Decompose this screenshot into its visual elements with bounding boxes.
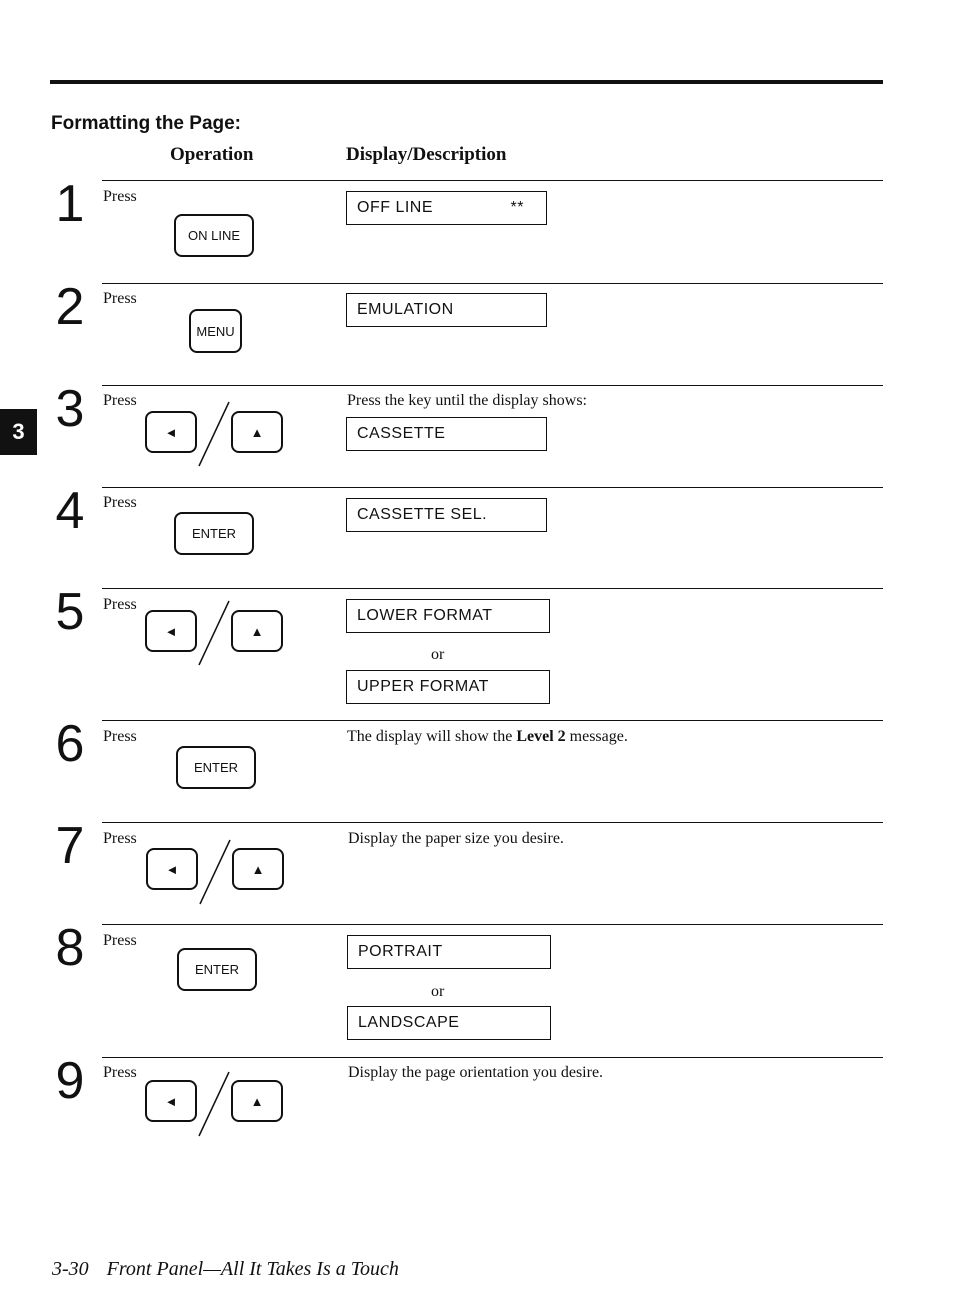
chapter-title: Front Panel—All It Takes Is a Touch (106, 1258, 399, 1280)
step-number-2: 2 (55, 278, 85, 336)
lcd-display-off-line (346, 191, 547, 225)
on-line-key[interactable]: ON LINE (174, 214, 254, 257)
slash-divider (196, 400, 232, 468)
lcd-display-lower-format: LOWER FORMAT (346, 599, 550, 633)
step-number-3: 3 (55, 380, 85, 438)
step-5-rule (102, 588, 883, 589)
press-label: Press (103, 290, 137, 307)
press-label: Press (103, 188, 137, 205)
lcd-display-upper-format: UPPER FORMAT (346, 670, 550, 704)
slash-divider (197, 838, 233, 906)
step-number-4: 4 (55, 482, 85, 540)
page-footer (52, 1258, 399, 1281)
lcd-suffix: ** (510, 199, 524, 216)
step-number-8: 8 (55, 919, 85, 977)
step-number-6: 6 (55, 715, 85, 773)
top-rule (50, 80, 883, 84)
chapter-tab-marker: 3 (0, 409, 37, 455)
lcd-display-landscape: LANDSCAPE (347, 1006, 551, 1040)
left-arrow-key[interactable]: ◄ (145, 1080, 197, 1122)
lcd-display-cassette: CASSETTE (346, 417, 547, 451)
lcd-display-cassette-sel: CASSETTE SEL. (346, 498, 547, 532)
step-6-rule (102, 720, 883, 721)
description-text: The display will show the (347, 728, 517, 745)
or-label: or (431, 983, 445, 1000)
step-3-rule (102, 385, 883, 386)
enter-key[interactable]: ENTER (177, 948, 257, 991)
lcd-display-portrait: PORTRAIT (347, 935, 551, 969)
step-7-description: Display the paper size you desire. (348, 830, 564, 847)
lcd-text: OFF LINE (357, 199, 434, 216)
enter-key[interactable]: ENTER (176, 746, 256, 789)
step-number-5: 5 (55, 583, 85, 641)
slash-divider (196, 1070, 232, 1138)
press-label: Press (103, 596, 137, 613)
step-2-rule (102, 283, 883, 284)
press-label: Press (103, 728, 137, 745)
step-4-rule (102, 487, 883, 488)
step-7-rule (102, 822, 883, 823)
left-arrow-key[interactable]: ◄ (146, 848, 198, 890)
operation-header: Operation (170, 144, 254, 165)
step-9-rule (102, 1057, 883, 1058)
press-label: Press (103, 932, 137, 949)
level-2-bold: Level 2 (516, 728, 566, 745)
step-number-1: 1 (55, 175, 85, 233)
step-3-description: Press the key until the display shows: (347, 392, 587, 409)
step-1-rule (102, 180, 883, 181)
menu-key[interactable]: MENU (189, 309, 242, 353)
step-number-9: 9 (55, 1052, 85, 1110)
step-9-description: Display the page orientation you desire. (348, 1064, 604, 1081)
step-8-rule (102, 924, 883, 925)
or-label: or (431, 646, 445, 663)
press-label: Press (103, 1064, 137, 1081)
press-label: Press (103, 830, 137, 847)
display-header: Display/Description (346, 144, 507, 165)
step-6-description (347, 728, 628, 746)
section-title: Formatting the Page: (51, 113, 242, 134)
page-number: 3-30 (52, 1258, 89, 1280)
left-arrow-key[interactable]: ◄ (145, 411, 197, 453)
slash-divider (196, 599, 232, 667)
up-arrow-key[interactable]: ▲ (231, 610, 283, 652)
up-arrow-key[interactable]: ▲ (232, 848, 284, 890)
press-label: Press (103, 494, 137, 511)
description-text: message. (565, 728, 628, 745)
enter-key[interactable]: ENTER (174, 512, 254, 555)
up-arrow-key[interactable]: ▲ (231, 411, 283, 453)
press-label: Press (103, 392, 137, 409)
left-arrow-key[interactable]: ◄ (145, 610, 197, 652)
lcd-display-emulation: EMULATION (346, 293, 547, 327)
step-number-7: 7 (55, 817, 85, 875)
up-arrow-key[interactable]: ▲ (231, 1080, 283, 1122)
